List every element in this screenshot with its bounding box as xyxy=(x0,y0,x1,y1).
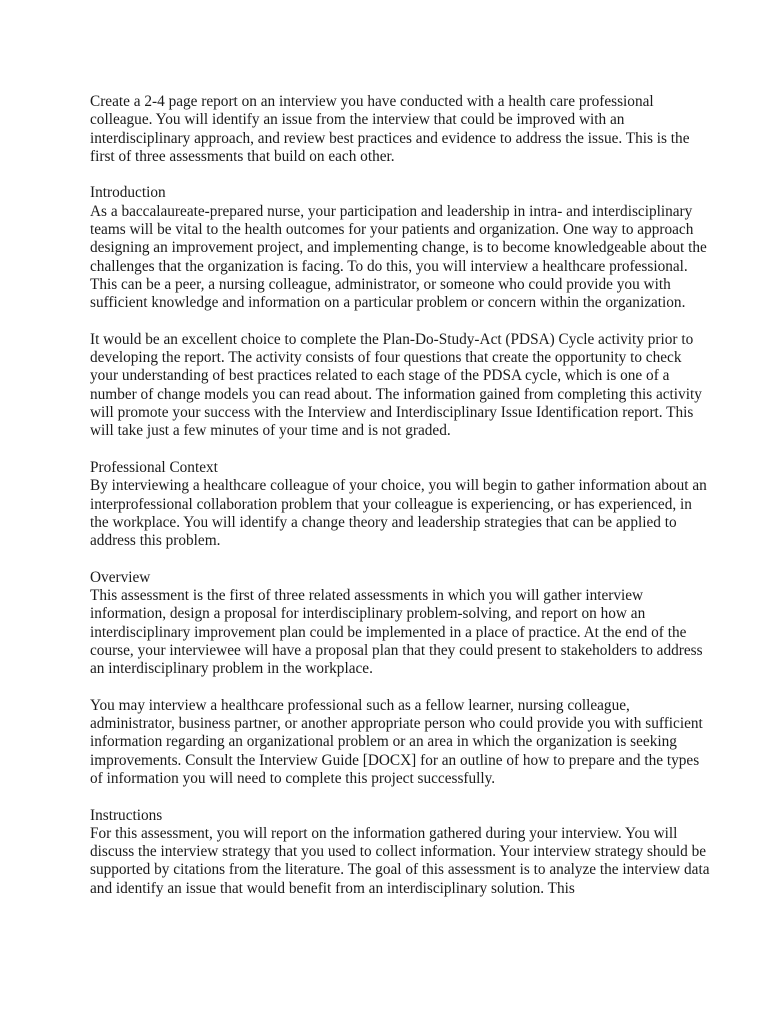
section-heading: Instructions xyxy=(90,806,163,824)
section-heading: Overview xyxy=(90,568,151,586)
section-paragraph: By interviewing a healthcare colleague of your choice, you will begin to gather information about an interprofessional collaboration problem that your colleague is experiencing, or has experienced, in the workplace. You will identify a change theory and leadership strategies that can be applied to address this problem. xyxy=(90,477,707,550)
section-introduction-continued xyxy=(90,331,710,441)
section-heading: Introduction xyxy=(90,184,166,202)
section-instructions xyxy=(90,807,710,898)
section-introduction xyxy=(90,184,710,312)
section-heading: Professional Context xyxy=(90,458,218,476)
section-paragraph: For this assessment, you will report on the information gathered during your interview. You will discuss the interview strategy that you used to collect information. Your interview strategy should be supported by citations from the literature. The goal of this assessment is to analyze the interview data and identify an issue that would benefit from an interdisciplinary solution. This xyxy=(90,824,710,897)
intro-paragraph: Create a 2-4 page report on an interview you have conducted with a health care professional colleague. You will identify an issue from the interview that could be improved with an interdisciplinary approach, and review best practices and evidence to address the issue. This is the first of three assessments that build on each other. xyxy=(90,93,690,165)
document-page xyxy=(90,93,710,916)
section-overview-continued xyxy=(90,697,710,788)
intro-block xyxy=(90,93,710,166)
section-paragraph: This assessment is the first of three related assessments in which you will gather interview information, design a proposal for interdisciplinary problem-solving, and report on how an interdisciplinary improvement plan could be implemented in a place of practice. At the end of the course, your interviewee will have a proposal plan that they could present to stakeholders to address an interdisciplinary problem in the workplace. xyxy=(90,587,703,678)
section-paragraph: As a baccalaureate-prepared nurse, your participation and leadership in intra- and interdisciplinary teams will be vital to the health outcomes for your patients and organization. One way to approach designing an improvement project, and implementing change, is to become knowledgeable about the challenges that the organization is facing. To do this, you will interview a healthcare professional. This can be a peer, a nursing colleague, administrator, or someone who could provide you with sufficient knowledge and information on a particular problem or concern within the organization. xyxy=(90,202,707,312)
section-overview xyxy=(90,569,710,679)
section-paragraph: It would be an excellent choice to complete the Plan-Do-Study-Act (PDSA) Cycle activity prior to developing the report. The activity consists of four questions that create the opportunity to check your understanding of best practices related to each stage of the PDSA cycle, which is one of a number of change models you can read about. The information gained from completing this activity will promote your success with the Interview and Interdisciplinary Issue Identification report. This will take just a few minutes of your time and is not graded. xyxy=(90,330,702,440)
section-paragraph: You may interview a healthcare professional such as a fellow learner, nursing colleague, administrator, business partner, or another appropriate person who could provide you with sufficient information regarding an organizational problem or an area in which the organization is seeking improvements. Consult the Interview Guide [DOCX] for an outline of how to prepare and the types of information you will need to complete this project successfully. xyxy=(90,696,703,787)
section-professional-context xyxy=(90,459,710,550)
